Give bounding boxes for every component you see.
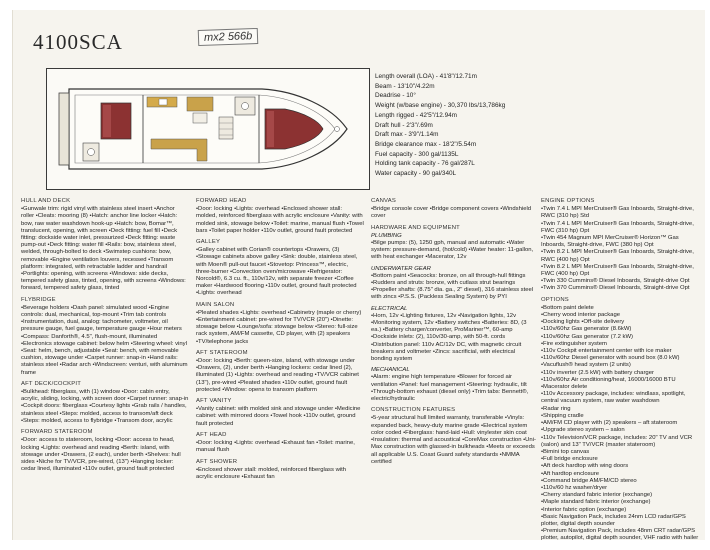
section-construction <box>371 407 536 466</box>
engine-option-item: •Twin 330 Cummins® Diesel Inboards, Straight-drive Opt <box>541 278 690 285</box>
option-item: •110v inverter (2.5 kW) with battery charger <box>541 369 654 376</box>
section-body: •Bulkhead: fiberglass, with (1) window •Door: cabin entry, acrylic, sliding, locking, with screen door •Carpet runner: snap-in •Cockpit doors: fiberglass •Courtesy lights •Grab rails / handles, stainless steel •Steps: molded, access to transom/aft deck •Steps: molded, access to flybridge •Transom door, acrylic <box>21 389 189 424</box>
engine-option-item: •Twin 454 Magnum MPI MerCruiser® Horizon™ Gas Inboards, Straight-drive, FWC (380 hp) Opt <box>541 235 679 249</box>
section-body: •Beverage holders •Dash panel: simulated wood •Engine controls: dual, mechanical, top-mount •Trim tab controls •Instrumentation, dual, analog: tachometer, voltmeter, oil pressure gauge, fuel gauge, temperature gauge •Hour meters •Compass: Danforth®, 4.5", flush-mount, illuminated •Electronics stowage cabinet: below helm •Steering wheel: vinyl •Seat: helm, bench, adjustable •Seat: bench, with removable cushion, stowage under •Carpet runner: snap-in •Hand rails: stainless steel •Radar arch •Windscreen: venturi, with aluminum frame <box>21 304 188 376</box>
section-options <box>541 297 703 540</box>
section-heading: AFT SHOWER <box>196 458 238 465</box>
section-body: •Door: locking •Lights: overhead •Exhaust fan •Toilet: marine, manual flush <box>196 440 355 454</box>
section-forward-head <box>196 198 364 235</box>
spec-beam: Beam - 13'10"/4.22m <box>375 82 435 90</box>
option-item: •110v/60 hz washer/dryer <box>541 484 608 491</box>
option-item: •Cherry wood interior package <box>541 312 621 319</box>
section-hull-deck <box>21 198 189 293</box>
section-body: •Vanity cabinet: with molded sink and stowage under •Medicine cabinet: with mirrored doors •Towel hook •110v outlet, ground fault protected <box>196 406 361 427</box>
model-title: 4100SCA <box>33 30 123 54</box>
option-item: •110v/60hz Gas generator (8.6kW) <box>541 326 632 333</box>
option-item: •Maple standard fabric interior (exchange) <box>541 499 651 506</box>
floor-plan-box <box>46 68 370 190</box>
option-item: •Bimini top canvas <box>541 448 590 455</box>
engine-option-item: •Twin 8.2 L MPI MerCruiser® Gas Inboards, Straight-drive, FWC (400 hp) Opt <box>541 263 694 278</box>
option-item: •110v Television/VCR package, includes: 20" TV and VCR (salon) and 13" TV/VCR (master stateroom) <box>541 434 693 448</box>
option-item: •Aft hardtop enclosure <box>541 470 600 477</box>
section-body: •Gunwale trim: rigid vinyl with stainless steel insert •Anchor roller •Cleats: mooring (8) •Hatch: anchor line locker •Hatch: bow, raw water washdown hook-up •Hatch: bow, Bomar™, translucent, opening, with screen •Deck fitting: fuel fill •Deck fitting: dockside water inlet, pressurized •Deck fitting: waste pump-out •Deck fitting: water fill •Rails: bow, stainless steel, welded, through-bolted to deck •Swimstep cushions: bow, removable •Engine ventilation louvers, recessed •Transom platform: integrated, with retractable ladder and handrail •Portlights: opening, with screens •Windows: side decks, tempered safety glass, tinted, opening, with screens •Windows: forward, tempered safety glass, tinted <box>21 206 186 292</box>
spec-deadrise: Deadrise - 10° <box>375 92 416 100</box>
spec-draft-hull: Draft hull - 2'3"/.69m <box>375 121 433 129</box>
forward-berth-pillow <box>267 111 274 147</box>
column-equipment <box>371 198 536 470</box>
forward-toilet <box>242 103 249 110</box>
section-heading: MAIN SALON <box>196 301 235 308</box>
option-item: •Cherry standard fabric interior (exchange) <box>541 492 653 499</box>
section-heading: FORWARD STATEROOM <box>21 429 93 436</box>
section-heading: GALLEY <box>196 239 221 246</box>
engine-option-item: •Twin 370 Cummins® Diesel Inboards, Straight-drive Opt <box>541 285 690 292</box>
option-item: •Basic Navigation Pack, includes 24nm LCD radar/GPS plotter, digital depth sounder <box>541 513 686 527</box>
section-aft-vanity <box>196 398 364 428</box>
column-interior <box>196 198 364 485</box>
handwritten-stamp: mx2 566b <box>198 28 259 46</box>
section-body: •Bottom paint •Seacocks: bronze, on all through-hull fittings •Rudders and struts: bronze, with cutlass strut bearings •Propeller shafts: (8.75" dia. ga., 2" diesel), 316 stainless steel with zincs •P.S.S. (Packless Sealing System) by PYI <box>371 272 534 301</box>
section-aft-stateroom <box>196 350 364 394</box>
section-body: •Enclosed shower stall: molded, reinforced fiberglass with acrylic enclosure •Exhaust fan <box>196 466 347 480</box>
section-heading: FLYBRIDGE <box>21 296 56 303</box>
spec-draft-max: Draft max - 3'9"/1.14m <box>375 131 439 139</box>
option-item: •Premium Navigation Pack, includes 48nm CRT radar/GPS plotter, autopilot, digital depth sounder, VHF radio with hailer <box>541 528 699 540</box>
section-body: •Alarm: engine high temperature •Blower for forced air ventilation •Panel: fuel management •Steering: hydraulic, tilt •Through-bottom exhaust (diesel only) •Trim tabs: Bennett®, electric/hydraulic <box>371 374 529 403</box>
option-item: •Command bridge AM/FM/CD stereo <box>541 477 637 484</box>
boat-floor-plan <box>47 69 369 189</box>
option-item: •Macerator delete <box>541 384 588 391</box>
section-heading: ENGINE OPTIONS <box>541 198 595 204</box>
section-body: •Door: locking •Berth: queen-size, island, with stowage under •Drawers, (2), under berth •Hanging lockers: cedar lined (2), illuminated (1) •Lights: overhead and reading •TV/VCR cabinet (13"), pre-wired •Pleated shades •110v outlet, ground fault protected •Window: opens to transom platform <box>196 358 359 393</box>
section-underwater-gear <box>371 266 536 302</box>
section-heading: OPTIONS <box>541 296 569 303</box>
section-heading: AFT HEAD <box>196 431 227 438</box>
spec-weight: Weight (w/base engine) - 30,370 lbs/13,786kg <box>375 102 506 110</box>
brochure-sheet <box>12 10 705 540</box>
aft-toilet <box>88 149 95 156</box>
option-item: •110v/60hz Gas generator (7.2 kW) <box>541 333 633 340</box>
section-heading: CONSTRUCTION FEATURES <box>371 407 456 414</box>
section-flybridge <box>21 297 189 377</box>
section-canvas <box>371 198 536 221</box>
swim-platform <box>59 93 69 165</box>
option-item: •Full bridge enclosure <box>541 456 598 463</box>
companionway-steps <box>219 117 233 139</box>
engine-option-item: •Twin 7.4 L MPI MerCruiser® Gas Inboards, Straight-drive, FWC (310 hp) Opt <box>541 220 694 234</box>
column-options <box>541 198 703 540</box>
subsection-heading: ELECTRICAL <box>371 305 408 312</box>
option-item: •110v Cockpit entertainment center with ice maker <box>541 348 672 355</box>
anchor-hatch <box>335 127 340 132</box>
section-body: •Galley cabinet with Corian® countertops •Drawers, (3) •Stowage cabinets above galley •Sink: double, stainless steel, with Moen® pull-out faucet •Stovetop: Princess™, electric, three-burner •Convection oven/microwave •Refrigerator: Norcold®, 6.3 cu. ft., 110v/12v, with separate freezer •Coffee maker •Hardwood flooring •110v outlet, ground fault protected •Lights: overhead <box>196 247 358 297</box>
dinette-seat <box>187 97 213 111</box>
subsection-heading: MECHANICAL <box>371 367 410 374</box>
option-item: •Vacuflush® head system (2 units) <box>541 362 631 369</box>
section-aft-head <box>196 432 364 455</box>
section-electrical <box>371 306 536 364</box>
option-item: •Bottom paint delete <box>541 304 594 311</box>
column-hull-deck <box>21 198 189 477</box>
section-body: •Bridge console cover •Bridge component covers •Windshield cover <box>371 206 532 220</box>
section-mechanical <box>371 367 536 403</box>
option-item: •Interior fabric option (exchange) <box>541 506 627 513</box>
section-body: •Door: locking •Lights: overhead •Enclosed shower stall: molded, reinforced fiberglass with acrylic enclosure •Vanity: with molded sink, stowage below •Toilet: marine, manual flush •Towel bars •Toilet paper holder •110v outlet, ground fault protected <box>196 206 364 234</box>
option-item: •AM/FM CD player with (2) speakers – aft stateroom <box>541 420 678 427</box>
section-galley <box>196 239 364 298</box>
section-body: •Door: access to stateroom, locking •Door: access to head, locking •Lights: overhead and reading •Berth: island, with stowage under •Drawers, (2 each), under berth •Shelves: hull sides •Niche for TV/VCR, pre-wired, (13") •Hanging locker: cedar lined, illuminated •110v outlet, ground fault protected <box>21 437 181 473</box>
option-item: •Fire extinguisher system <box>541 340 607 347</box>
section-heading: AFT VANITY <box>196 398 232 405</box>
option-item: •110v/60hz Air conditioning/heat, 16000/16000 BTU <box>541 376 676 383</box>
engine-option-item: •Twin 8.2 L MPI MerCruiser® Gas Inboards, Straight-drive, RWC (400 hp) Opt <box>541 249 694 263</box>
section-aft-deck <box>21 381 189 425</box>
section-aft-shower <box>196 459 364 482</box>
option-item: •Upgrade stereo system – salon <box>541 427 625 434</box>
section-body: •5-year structural hull limited warranty, transferable •Vinyls: expanded back, heavy-duty marine grade •Electrical system color coded •Fiberglass: hand-laid •Hull: vinylester skin coat •Insulation: thermal and acoustical •CoreMax construction •Uni-Max construction with glassed-in bulkheads •Meets or exceeds all applicable U.S. Coast Guard safety standards •NMMA certified <box>371 415 536 465</box>
option-item: •Aft deck hardtop with wing doors <box>541 463 629 470</box>
galley-sink <box>159 99 167 105</box>
dinette-table <box>193 113 207 123</box>
section-forward-stateroom <box>21 429 189 473</box>
section-heading: CANVAS <box>371 198 396 204</box>
option-item: •Radar ring <box>541 405 571 412</box>
section-main-salon <box>196 302 364 346</box>
option-item: •110v/60hz Diesel generator with sound box (8.0 kW) <box>541 355 680 362</box>
spec-loa: Length overall (LOA) - 41'8"/12.71m <box>375 73 477 80</box>
section-body: •Horn, 12v •Lighting fixtures, 12v •Navigation lights, 12v •Monitoring system, 12v •Battery switches •Batteries: 8D, (3 ea.) •Battery charger/converter, ProMariner™, 60-amp •Dockside inlets: (2), 110v/30-amp, with 50-ft. cords •Distribution panel: 110v AC/12v DC, with magnetic circuit breakers and voltmeter •Zincs: sacrificial, with electrical bonding system <box>371 312 527 363</box>
option-item: •110v Accessory package, includes: windlass, spotlight, central vacuum system, raw water washdown <box>541 391 686 405</box>
section-heading: FORWARD HEAD <box>196 198 247 204</box>
specifications-list <box>375 72 695 179</box>
spec-length-rigged: Length rigged - 42'5"/12.94m <box>375 111 458 119</box>
option-item: •Docking lights •Off-site delivery <box>541 319 625 326</box>
option-item: •Shipping cradle <box>541 412 584 419</box>
section-heading: HARDWARE AND EQUIPMENT <box>371 224 460 231</box>
section-heading: AFT DECK/COCKPIT <box>21 380 82 387</box>
engine-option-item: •Twin 7.4 L MPI MerCruiser® Gas Inboards, Straight-drive, RWC (310 hp) Std <box>541 206 694 220</box>
subsection-heading: PLUMBING <box>371 232 402 239</box>
section-engine-options <box>541 198 703 293</box>
subsection-heading: UNDERWATER GEAR <box>371 265 431 272</box>
section-heading: AFT STATEROOM <box>196 349 248 356</box>
section-body: •Bilge pumps: (5), 1250 gph, manual and automatic •Water system: pressure-demand, (hot/cold) •Water heater: 11-gallon, with heat exchanger •Macerator, 12v <box>371 240 534 261</box>
section-heading: HULL AND DECK <box>21 198 71 204</box>
spec-holding-tank: Holding tank capacity - 76 gal/287L <box>375 160 475 168</box>
spec-fuel-capacity: Fuel capacity - 300 gal/1135L <box>375 150 459 158</box>
section-body: •Pleated shades •Lights: overhead •Cabinetry (maple or cherry) •Entertainment cabinet: pre-wired for TV/VCR (20") •Dinette: stowage below •Lounge/sofa: stowage below •Stereo: full-size rack system, AM/FM cassette, CD player, with (2) speakers •TV/telephone jacks <box>196 309 362 345</box>
spec-bridge-clearance: Bridge clearance max - 18'2"/5.54m <box>375 140 477 148</box>
section-hardware <box>371 225 536 262</box>
aft-berth-pillow <box>103 105 111 137</box>
spec-water-capacity: Water capacity - 90 gal/340L <box>375 170 457 178</box>
